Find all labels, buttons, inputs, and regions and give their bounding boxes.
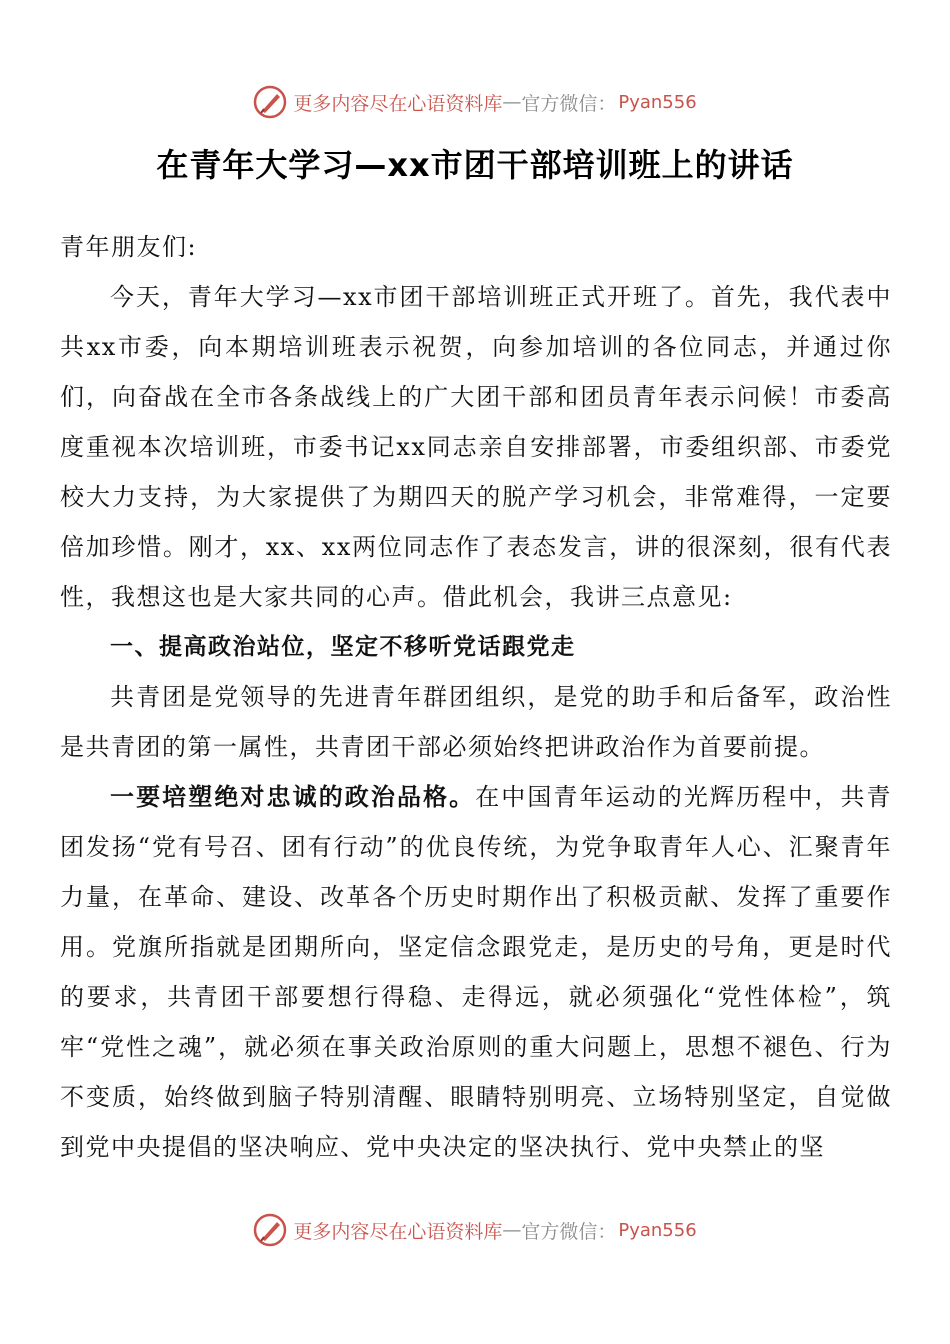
paragraph-lead: 一要培塑绝对忠诚的政治品格。	[110, 783, 476, 811]
footer-watermark	[0, 1210, 950, 1250]
watermark-text: 更多内容尽在心语资料库	[293, 92, 503, 115]
watermark-text: 更多内容尽在心语资料库	[293, 1220, 503, 1243]
header-watermark	[0, 82, 950, 122]
watermark-dash: —	[502, 1219, 522, 1241]
paragraph-loyalty-body: 在中国青年运动的光辉历程中，共青团发扬“党有号召、团有行动”的优良传统，为党争取青年人心、汇聚青年力量，在革命、建设、改革各个历史时期作出了积极贡献、发挥了重要作用。党旗所指就是团期所向，坚定信念跟党走，是历史的号角，更是时代的要求，共青团干部要想行得稳、走得远，就必须强化“党性体检”，筑牢“党性之魂”，就必须在事关政治原则的重大问题上，思想不褪色、行为不变质，始终做到脑子特别清醒、眼睛特别明亮、立场特别坚定，自觉做到党中央提倡的坚决响应、党中央决定的坚决执行、党中央禁止的坚	[60, 783, 893, 1161]
paragraph-political-nature: 共青团是党领导的先进青年群团组织，是党的助手和后备军，政治性是共青团的第一属性，共青团干部必须始终把讲政治作为首要前提。	[60, 683, 892, 761]
document-title: 在青年大学习—xx市团干部培训班上的讲话	[156, 146, 794, 184]
watermark-wechat-label: 官方微信：	[521, 92, 617, 115]
watermark-handle: Pyan556	[618, 91, 697, 113]
watermark-dash: —	[502, 91, 522, 113]
quill-logo-icon	[253, 85, 287, 119]
salutation: 青年朋友们:	[60, 233, 198, 261]
section-heading-1: 一、提高政治站位，坚定不移听党话跟党走	[110, 634, 576, 660]
paragraph-loyalty	[60, 772, 892, 1172]
quill-logo-icon	[253, 1213, 287, 1247]
paragraph-opening: 今天，青年大学习—xx市团干部培训班正式开班了。首先，我代表中共xx市委，向本期培训班表示祝贺，向参加培训的各位同志，并通过你们，向奋战在全市各条战线上的广大团干部和团员青年表示问候！市委高度重视本次培训班，市委书记xx同志亲自安排部署，市委组织部、市委党校大力支持，为大家提供了为期四天的脱产学习机会，非常难得，一定要倍加珍惜。刚才，xx、xx两位同志作了表态发言，讲的很深刻，很有代表性，我想这也是大家共同的心声。借此机会，我讲三点意见:	[60, 283, 892, 611]
watermark-wechat-label: 官方微信：	[521, 1220, 617, 1243]
document-body	[60, 222, 892, 1172]
watermark-handle: Pyan556	[618, 1219, 697, 1241]
